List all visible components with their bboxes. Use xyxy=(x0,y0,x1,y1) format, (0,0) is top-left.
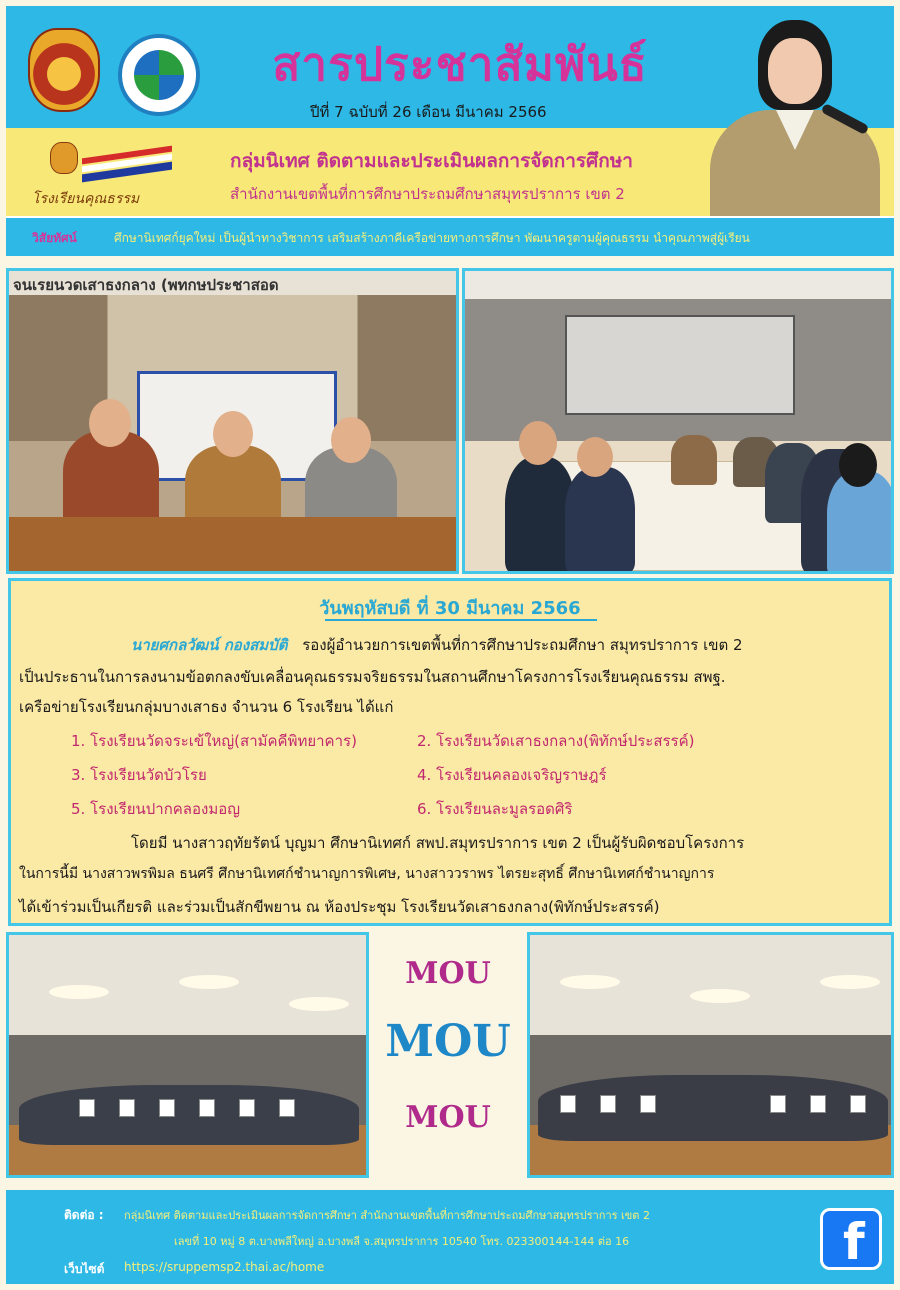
meeting-photo-2 xyxy=(462,268,894,574)
issue-info: ปีที่ 7 ฉบับที่ 26 เดือน มีนาคม 2566 xyxy=(310,103,547,121)
school-item-2: 2. โรงเรียนวัดเสาธงกลาง(พิทักษ์ประสรรค์) xyxy=(417,732,695,750)
school-item-4: 4. โรงเรียนคลองเจริญราษฎร์ xyxy=(417,766,607,784)
contact-label: ติดต่อ : xyxy=(64,1208,104,1222)
website-link[interactable]: https://sruppemsp2.thai.ac/home xyxy=(124,1260,325,1274)
moral-school-logo-text: โรงเรียนคุณธรรม xyxy=(32,191,140,207)
article-line-6: ได้เข้าร่วมเป็นเกียรติ และร่วมเป็นสักขีพยาน ณ ห้องประชุม โรงเรียนวัดเสาธงกลาง(พิทักษ์ประสรรค์) xyxy=(19,898,660,916)
mou-text-3: MOU xyxy=(405,1100,491,1135)
school-item-6: 6. โรงเรียนละมูลรอดศิริ xyxy=(417,800,573,818)
contact-line-1: กลุ่มนิเทศ ติดตามและประเมินผลการจัดการศึกษา สำนักงานเขตพื้นที่การศึกษาประถมศึกษาสมุทรปราการ เขต 2 xyxy=(124,1209,650,1222)
facebook-icon[interactable]: f xyxy=(820,1208,882,1270)
director-portrait xyxy=(700,14,890,216)
chair-name: นายศกลวัฒน์ กองสมบัติ xyxy=(131,636,288,654)
article-box xyxy=(8,578,892,926)
obec-emblem-icon xyxy=(28,28,100,112)
article-line-2: เป็นประธานในการลงนามข้อตกลงขับเคลื่อนคุณธรรมจริยธรรมในสถานศึกษาโครงการโรงเรียนคุณธรรม สพฐ. xyxy=(19,668,726,686)
meeting-photo-1 xyxy=(6,268,459,574)
newsletter-title: สารประชาสัมพันธ์ xyxy=(272,37,648,91)
school-item-1: 1. โรงเรียนวัดจระเข้ใหญ่(สามัคคีพิทยาคาร) xyxy=(71,732,357,750)
contact-line-2: เลขที่ 10 หมู่ 8 ต.บางพลีใหญ่ อ.บางพลี จ.สมุทรปราการ 10540 โทร. 023300144-144 ต่อ 16 xyxy=(174,1235,630,1248)
group-photo-2 xyxy=(527,932,894,1178)
vision-text: ศึกษานิเทศก์ยุคใหม่ เป็นผู้นำทางวิชาการ เสริมสร้างภาคีเครือข่ายทางการศึกษา พัฒนาครูตามผู้คุณธรรม นำคุณภาพสู่ผู้เรียน xyxy=(114,231,750,245)
website-label: เว็บไซต์ xyxy=(64,1262,105,1276)
footer xyxy=(6,1190,894,1284)
agency-logo-icon xyxy=(118,34,200,116)
article-line-3: เครือข่ายโรงเรียนกลุ่มบางเสาธง จำนวน 6 โรงเรียน ได้แก่ xyxy=(19,698,394,716)
office-name: สำนักงานเขตพื้นที่การศึกษาประถมศึกษาสมุทรปราการ เขต 2 xyxy=(230,185,625,203)
moral-school-logo xyxy=(22,138,182,210)
photo-banner-text: จนเรยนวดเสาธงกลาง (พทกษประชาสอด xyxy=(13,276,279,294)
group-name: กลุ่มนิเทศ ติดตามและประเมินผลการจัดการศึกษา xyxy=(230,150,633,172)
vision-bar xyxy=(6,216,894,256)
event-date: วันพฤหัสบดี ที่ 30 มีนาคม 2566 xyxy=(319,598,581,619)
school-sign-board xyxy=(565,315,795,415)
article-line-4: โดยมี นางสาวฤทัยรัตน์ บุญมา ศึกษานิเทศก์ สพป.สมุทรปราการ เขต 2 เป็นผู้รับผิดชอบโครงการ xyxy=(131,834,745,852)
school-item-5: 5. โรงเรียนปากคลองมอญ xyxy=(71,800,241,818)
group-photo-1 xyxy=(6,932,369,1178)
article-line-5: ในการนี้มี นางสาวพรพิมล ธนศรี ศึกษานิเทศก์ชำนาญการพิเศษ, นางสาววราพร ไตรยะสุทธิ์ ศึกษานิเทศก์ชำนาญการ xyxy=(19,866,715,882)
mou-text-1: MOU xyxy=(405,956,491,991)
vision-label: วิสัยทัศน์ xyxy=(32,231,77,245)
mou-text-2: MOU xyxy=(385,1016,511,1067)
chair-title: รองผู้อำนวยการเขตพื้นที่การศึกษาประถมศึกษา สมุทรปราการ เขต 2 xyxy=(302,636,743,654)
school-item-3: 3. โรงเรียนวัดบัวโรย xyxy=(71,766,207,784)
